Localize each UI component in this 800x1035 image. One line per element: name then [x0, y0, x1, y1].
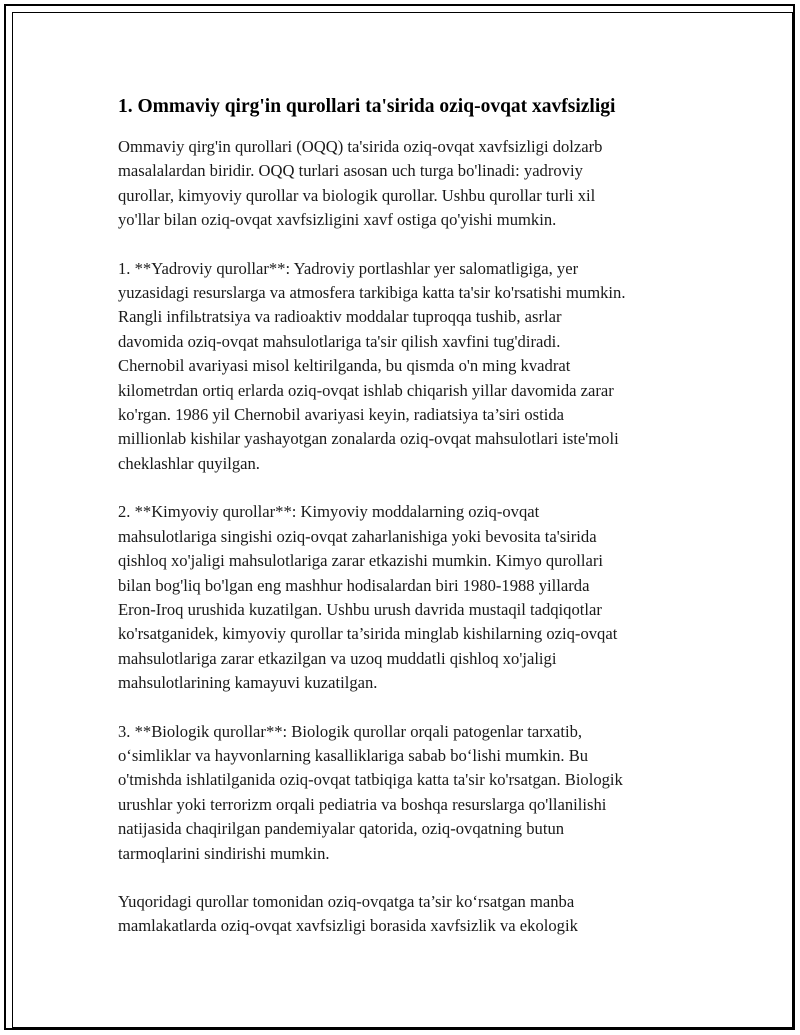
paragraph-line: Rangli infilьtratsiya va radioaktiv moddalar tuproqqa tushib, asrlar: [118, 307, 562, 327]
paragraph-line: tarmoqlarini sindirishi mumkin.: [118, 843, 330, 863]
paragraph-line: o‘simliklar va hayvonlarning kasalliklariga sabab bo‘lishi mumkin. Bu: [118, 745, 589, 765]
nuclear-weapons-paragraph: [118, 257, 698, 477]
chemical-weapons-paragraph: [118, 500, 698, 695]
paragraph-line: ko'rgan. 1986 yil Chernobil avariyasi keyin, radiatsiya ta’siri ostida: [118, 405, 565, 425]
paragraph-line: Yuqoridagi qurollar tomonidan oziq-ovqatga ta’sir ko‘rsatgan manba: [118, 891, 575, 911]
paragraph-line: o'tmishda ishlatilganida oziq-ovqat tatbiqiga katta ta'sir ko'rsatgan. Biologik: [118, 770, 623, 790]
section-heading: 1. Ommaviy qirg'in qurollari ta'sirida oziq-ovqat xavfsizligi: [118, 96, 616, 117]
paragraph-line: natijasida chaqirilgan pandemiyalar qatorida, oziq-ovqatning butun: [118, 819, 565, 839]
paragraph-line: kilometrdan ortiq erlarda oziq-ovqat ishlab chiqarish yillar davomida zarar: [118, 380, 614, 400]
paragraph-line: cheklashlar quyilgan.: [118, 453, 260, 473]
paragraph-line: bilan bog'liq bo'lgan eng mashhur hodisalardan biri 1980-1988 yillarda: [118, 575, 590, 595]
paragraph-line: mahsulotlarining kamayuvi kuzatilgan.: [118, 673, 378, 693]
paragraph-line: mahsulotlariga singishi oziq-ovqat zaharlanishiga yoki bevosita ta'sirida: [118, 526, 597, 546]
paragraph-line: mamlakatlarda oziq-ovqat xavfsizligi borasida xavfsizlik va ekologik: [118, 916, 578, 936]
paragraph-line: 3. **Biologik qurollar**: Biologik qurollar orqali patogenlar tarxatib,: [118, 721, 583, 741]
paragraph-line: 1. **Yadroviy qurollar**: Yadroviy portlashlar yer salomatligiga, yer: [118, 258, 579, 278]
paragraph-line: yo'llar bilan oziq-ovqat xavfsizligini xavf ostiga qo'yishi mumkin.: [118, 210, 557, 230]
conclusion-paragraph: [118, 890, 698, 939]
paragraph-line: 2. **Kimyoviy qurollar**: Kimyoviy moddalarning oziq-ovqat: [118, 502, 540, 522]
paragraph-line: urushlar yoki terrorizm orqali pediatria va boshqa resurslarga qo'llanilishi: [118, 794, 607, 814]
paragraph-line: masalalardan biridir. OQQ turlari asosan uch turga bo'linadi: yadroviy: [118, 161, 583, 181]
paragraph-line: Eron-Iroq urushida kuzatilgan. Ushbu urush davrida mustaqil tadqiqotlar: [118, 599, 602, 619]
biological-weapons-paragraph: [118, 720, 698, 866]
paragraph-line: Ommaviy qirg'in qurollari (OQQ) ta'sirida oziq-ovqat xavfsizligi dolzarb: [118, 137, 603, 156]
paragraph-line: qurollar, kimyoviy qurollar va biologik qurollar. Ushbu qurollar turli xil: [118, 185, 596, 205]
paragraph-line: davomida oziq-ovqat mahsulotlariga ta'sir qilish xavfini tug'diradi.: [118, 331, 561, 351]
document-body: [118, 93, 698, 963]
intro-paragraph: [118, 135, 698, 233]
paragraph-line: Chernobil avariyasi misol keltirilganda, bu qismda o'n ming kvadrat: [118, 356, 571, 376]
paragraph-line: millionlab kishilar yashayotgan zonalarda oziq-ovqat mahsulotlari iste'moli: [118, 429, 619, 449]
paragraph-line: yuzasidagi resurslarga va atmosfera tarkibiga katta ta'sir ko'rsatishi mumkin.: [118, 283, 626, 303]
paragraph-line: qishloq xo'jaligi mahsulotlariga zarar etkazishi mumkin. Kimyo qurollari: [118, 551, 604, 571]
paragraph-line: ko'rsatganidek, kimyoviy qurollar ta’sirida minglab kishilarning oziq-ovqat: [118, 624, 618, 644]
paragraph-line: mahsulotlariga zarar etkazilgan va uzoq muddatli qishloq xo'jaligi: [118, 648, 557, 668]
